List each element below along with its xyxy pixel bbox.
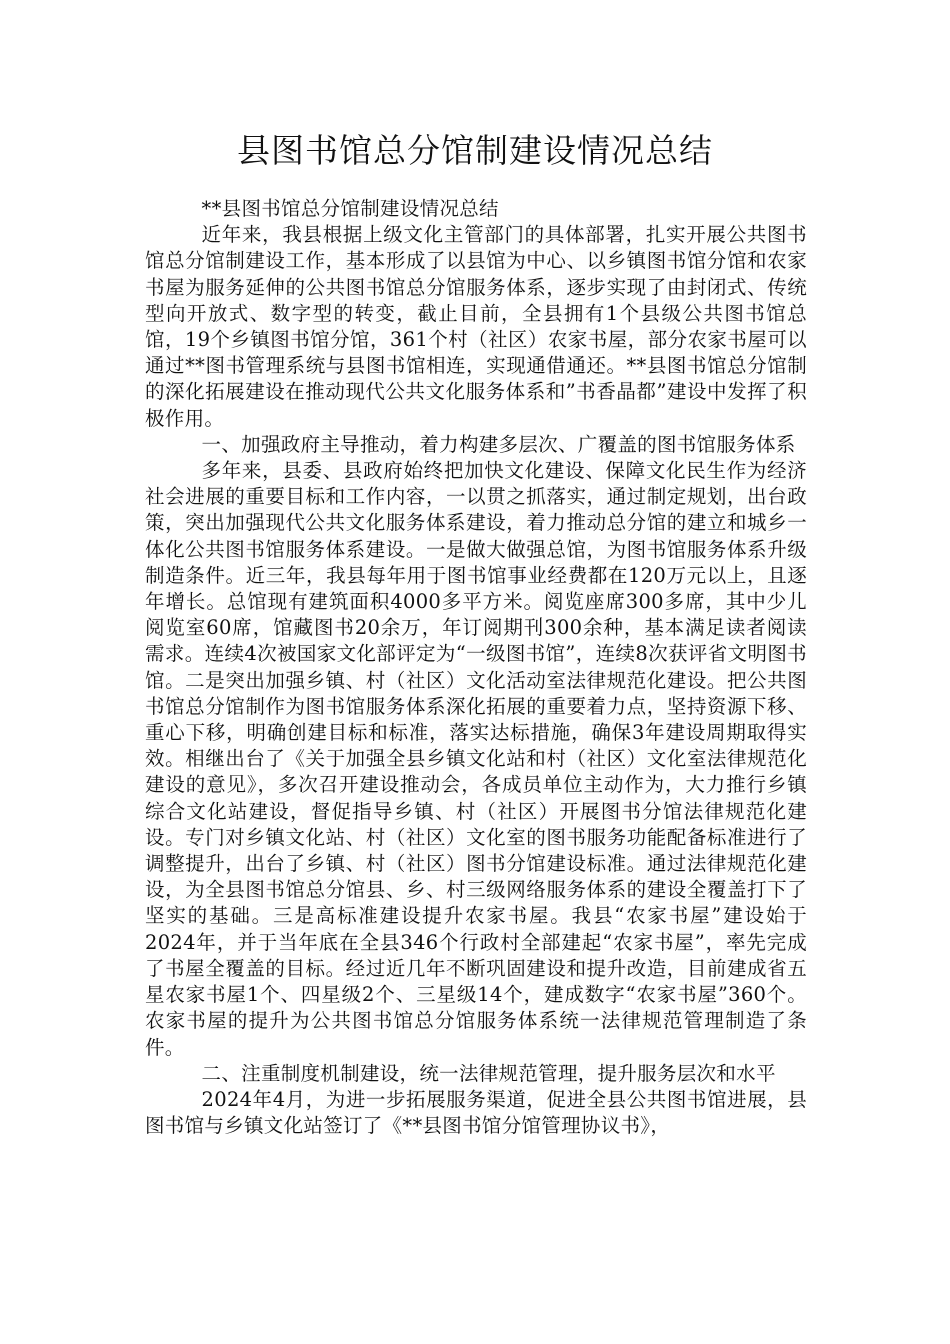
paragraph-section-1: 多年来，县委、县政府始终把加快文化建设、保障文化民生作为经济社会进展的重要目标和工作内容，一以贯之抓落实，通过制定规划，出台政策，突出加强现代公共文化服务体系建设，着力推动总分馆的建立和城乡一体化公共图书馆服务体系建设。一是做大做强总馆，为图书馆服务体系升级制造条件。近三年，我县每年用于图书馆事业经费都在120万元以上，且逐年增长。总馆现有建筑面积4000多平方米。阅览座席300多席，其中少儿阅览室60席，馆藏图书20余万，年订阅期刊300余种，基本满足读者阅读需求。连续4次被国家文化部评定为“一级图书馆”，连续8次获评省文明图书馆。二是突出加强乡镇、村（社区）文化活动室法律规范化建设。把公共图书馆总分馆制作为图书馆服务体系深化拓展的重要着力点，坚持资源下移、重心下移，明确创建目标和标准，落实达标措施，确保3年建设周期取得实效。相继出台了《关于加强全县乡镇文化站和村（社区）文化室法律规范化建设的意见》，多次召开建设推动会，各成员单位主动作为，大力推行乡镇综合文化站建设，督促指导乡镇、村（社区）开展图书分馆法律规范化建设。专门对乡镇文化站、村（社区）文化室的图书服务功能配备标准进行了调整提升，出台了乡镇、村（社区）图书分馆建设标准。通过法律规范化建设，为全县图书馆总分馆县、乡、村三级网络服务体系的建设全覆盖打下了坚实的基础。三是高标准建设提升农家书屋。我县“农家书屋”建设始于2024年，并于当年底在全县346个行政村全部建起“农家书屋”，率先完成了书屋全覆盖的目标。经过近几年不断巩固建设和提升改造，目前建成省五星农家书屋1个、四星级2个、三星级14个，建成数字“农家书屋”360个。农家书屋的提升为公共图书馆总分馆服务体系统一法律规范管理制造了条件。 (145, 459, 807, 1059)
document-title: 县图书馆总分馆制建设情况总结 (237, 131, 713, 170)
document-body (145, 196, 807, 1139)
section-heading-2: 二、注重制度机制建设，统一法律规范管理，提升服务层次和水平 (201, 1061, 776, 1085)
paragraph-subtitle: **县图书馆总分馆制建设情况总结 (201, 197, 499, 220)
section-heading-1: 一、加强政府主导推动，着力构建多层次、广覆盖的图书馆服务体系 (201, 432, 796, 456)
paragraph-intro: 近年来，我县根据上级文化主管部门的具体部署，扎实开展公共图书馆总分馆制建设工作，基本形成了以县馆为中心、以乡镇图书馆分馆和农家书屋为服务延伸的公共图书馆总分馆服务体系，逐步实现了由封闭式、传统型向开放式、数字型的转变，截止目前，全县拥有1个县级公共图书馆总馆，19个乡镇图书馆分馆，361个村（社区）农家书屋，部分农家书屋可以通过**图书管理系统与县图书馆相连，实现通借通还。**县图书馆总分馆制的深化拓展建设在推动现代公共文化服务体系和”书香晶都”建设中发挥了积极作用。 (145, 223, 807, 430)
paragraph-section-2: 2024年4月，为进一步拓展服务渠道，促进全县公共图书馆进展，县图书馆与乡镇文化站签订了《**县图书馆分馆管理协议书》， (145, 1087, 807, 1138)
